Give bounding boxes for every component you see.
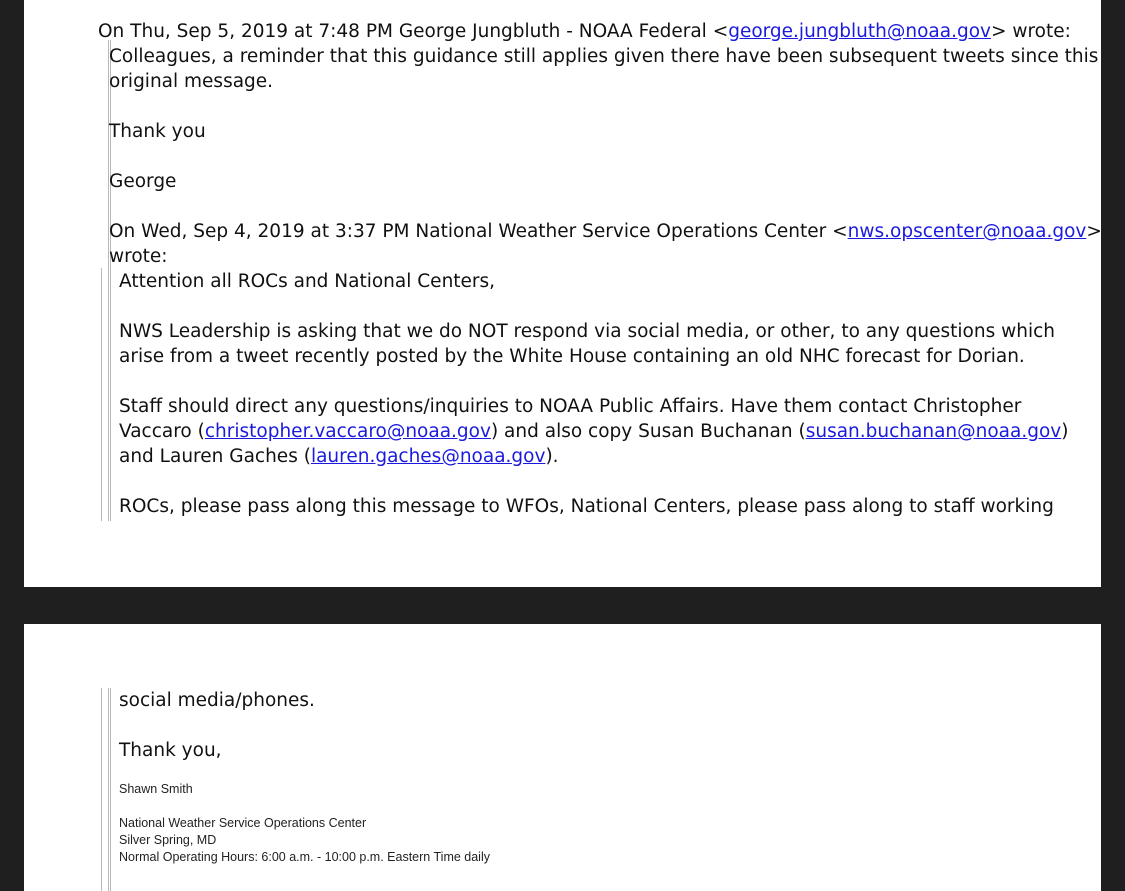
- p2-text-c: ): [1061, 421, 1069, 442]
- original-p2-line-2: [119, 419, 1068, 444]
- signature-name: Shawn Smith: [119, 782, 193, 796]
- original-p2-line-3: [119, 444, 559, 469]
- original-p1-line-1: NWS Leadership is asking that we do NOT respond via social media, or other, to any questions which: [119, 321, 1055, 342]
- signature-org: National Weather Service Operations Center: [119, 816, 367, 830]
- buchanan-email-link[interactable]: susan.buchanan@noaa.gov: [805, 421, 1062, 442]
- reply-thanks: Thank you: [109, 121, 206, 142]
- signature-hours: Normal Operating Hours: 6:00 a.m. - 10:00 p.m. Eastern Time daily: [119, 850, 490, 864]
- original-p2-line-1: Staff should direct any questions/inquiries to NOAA Public Affairs. Have them contact Christopher: [119, 396, 1022, 417]
- original-thanks: Thank you,: [119, 740, 222, 761]
- gaches-email-link[interactable]: lauren.gaches@noaa.gov: [310, 446, 546, 467]
- opscenter-email-link[interactable]: nws.opscenter@noaa.gov: [847, 221, 1087, 242]
- original-p3-line-1: ROCs, please pass along this message to WFOs, National Centers, please pass along to staff working: [119, 496, 1054, 517]
- outer-quote-bar-inner-page2: [110, 688, 111, 891]
- p2-text-b: ) and also copy Susan Buchanan (: [490, 421, 806, 442]
- reply-body-line-1: Colleagues, a reminder that this guidance still applies given there have been subsequent tweets since this: [109, 46, 1099, 67]
- reply-body-line-2: original message.: [109, 71, 274, 92]
- quoted-header-wrote: wrote:: [109, 246, 168, 267]
- p2-text-e: ).: [545, 446, 559, 467]
- reply-header-wrote: > wrote:: [990, 21, 1071, 42]
- outer-quote-bar-page2: [108, 688, 109, 891]
- outer-quote-bar: [108, 40, 109, 521]
- quoted-header: [109, 219, 1102, 244]
- original-p3-line-2: social media/phones.: [119, 690, 315, 711]
- p2-text-a: Vaccaro (: [119, 421, 205, 442]
- quoted-header-text: On Wed, Sep 4, 2019 at 3:37 PM National Weather Service Operations Center <: [109, 221, 848, 242]
- inner-quote-bar-page2: [101, 688, 102, 891]
- george-email-link[interactable]: george.jungbluth@noaa.gov: [728, 21, 991, 42]
- reply-header-text: On Thu, Sep 5, 2019 at 7:48 PM George Jungbluth - NOAA Federal <: [98, 21, 729, 42]
- email-page-2: [24, 624, 1101, 891]
- outer-quote-bar-inner: [110, 40, 111, 521]
- reply-signoff: George: [109, 171, 177, 192]
- quoted-header-bracket: >: [1086, 221, 1102, 242]
- original-greeting: Attention all ROCs and National Centers,: [119, 271, 496, 292]
- email-page-1: [24, 0, 1101, 587]
- p2-text-d: and Lauren Gaches (: [119, 446, 311, 467]
- signature-location: Silver Spring, MD: [119, 833, 217, 847]
- original-p1-line-2: arise from a tweet recently posted by the White House containing an old NHC forecast for Dorian.: [119, 346, 1025, 367]
- reply-header: [98, 19, 1071, 44]
- vaccaro-email-link[interactable]: christopher.vaccaro@noaa.gov: [204, 421, 491, 442]
- inner-quote-bar: [101, 268, 102, 521]
